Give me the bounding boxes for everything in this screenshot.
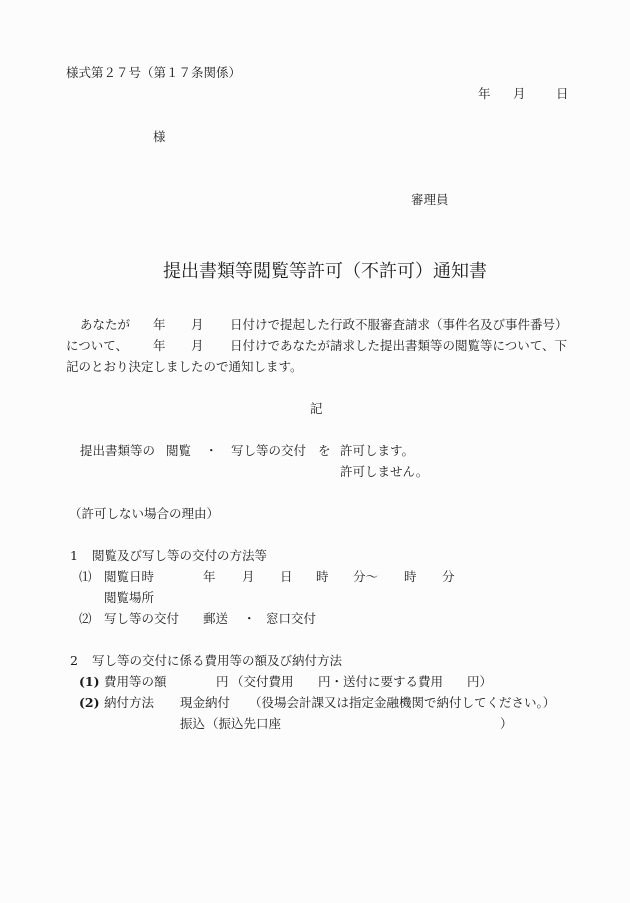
body-line2-month: 月	[191, 338, 204, 353]
section2-item2-transfer-note-open: （振込先口座	[206, 716, 282, 731]
section2-item2-label: 納付方法	[104, 695, 155, 710]
decision-subject: 提出書類等の	[80, 443, 156, 458]
body-line1-text: 日付けで提起した行政不服審査請求（事件名及び事件番号）	[230, 317, 568, 332]
section1-item2-number: ⑵	[79, 611, 92, 626]
section1-item1-minute-end: 分	[442, 569, 455, 584]
section1-item1-day: 日	[280, 569, 293, 584]
section2-item2-number: (2)	[79, 695, 100, 710]
decision-option-copy: 写し等の交付	[231, 443, 307, 458]
form-number: 様式第２７号（第１７条関係）	[66, 65, 242, 80]
body-line2-year: 年	[153, 338, 166, 353]
section1-item2-option-counter: 窓口交付	[266, 611, 317, 626]
body-line1-year: 年	[153, 317, 166, 332]
section2-item2-transfer-note-close: ）	[500, 716, 513, 731]
section1-item1-label: 閲覧日時	[104, 569, 155, 584]
body-line2-text: 日付けであなたが請求した提出書類等の閲覧等について、下	[230, 338, 568, 353]
section1-item1-hour-start: 時	[316, 569, 329, 584]
body-line2-prefix: について、	[66, 338, 129, 353]
section2-heading: 写し等の交付に係る費用等の額及び納付方法	[92, 653, 343, 668]
body-line1-prefix: あなたが	[80, 317, 131, 332]
section2-item1-yen3: 円）	[467, 674, 493, 689]
decision-permit: 許可します。	[340, 443, 415, 458]
decision-particle: を	[318, 443, 331, 458]
section1-heading: 閲覧及び写し等の交付の方法等	[92, 548, 268, 563]
section1-item1-place-label: 閲覧場所	[104, 590, 155, 605]
section2-item1-yen: 円	[216, 674, 229, 689]
section2-item1-number: (1)	[79, 674, 100, 689]
section1-number: 1	[70, 548, 78, 563]
section2-item1-label: 費用等の額	[104, 674, 167, 689]
section1-item1-year: 年	[203, 569, 216, 584]
date-month-label: 月	[513, 86, 526, 101]
date-day-label: 日	[556, 86, 569, 101]
section2-item1-yen2: 円・送付に要する費用	[318, 674, 444, 689]
section1-item1-hour-end: 時	[404, 569, 417, 584]
decision-separator: ・	[205, 443, 218, 458]
body-line3: 記のとおり決定しましたので通知します。	[66, 359, 303, 374]
section2-item2-cash-label: 現金納付	[180, 695, 231, 710]
section2-item2-cash-note: （役場会計課又は指定金融機関で納付してください。）	[249, 695, 556, 710]
reason-label: （許可しない場合の理由）	[69, 506, 220, 521]
section1-item1-minute-start: 分～	[353, 569, 379, 584]
section1-item1-month: 月	[242, 569, 255, 584]
section1-item2-separator: ・	[243, 611, 256, 626]
body-line1-month: 月	[191, 317, 204, 332]
section2-item1-breakdown-open: （交付費用	[231, 674, 294, 689]
decision-option-view: 閲覧	[166, 443, 192, 458]
document-title: 提出書類等閲覧等許可（不許可）通知書	[163, 261, 487, 282]
issuer-label: 審理員	[411, 192, 449, 207]
section1-item2-option-mail: 郵送	[203, 611, 229, 626]
addressee-suffix: 様	[153, 129, 166, 144]
section1-item1-number: ⑴	[79, 569, 92, 584]
section1-item2-label: 写し等の交付	[104, 611, 180, 626]
section2-item2-transfer-label: 振込	[180, 716, 206, 731]
decision-deny: 許可しません。	[340, 464, 429, 479]
date-year-label: 年	[478, 86, 491, 101]
section2-number: 2	[70, 653, 78, 668]
ki-heading: 記	[310, 401, 323, 416]
